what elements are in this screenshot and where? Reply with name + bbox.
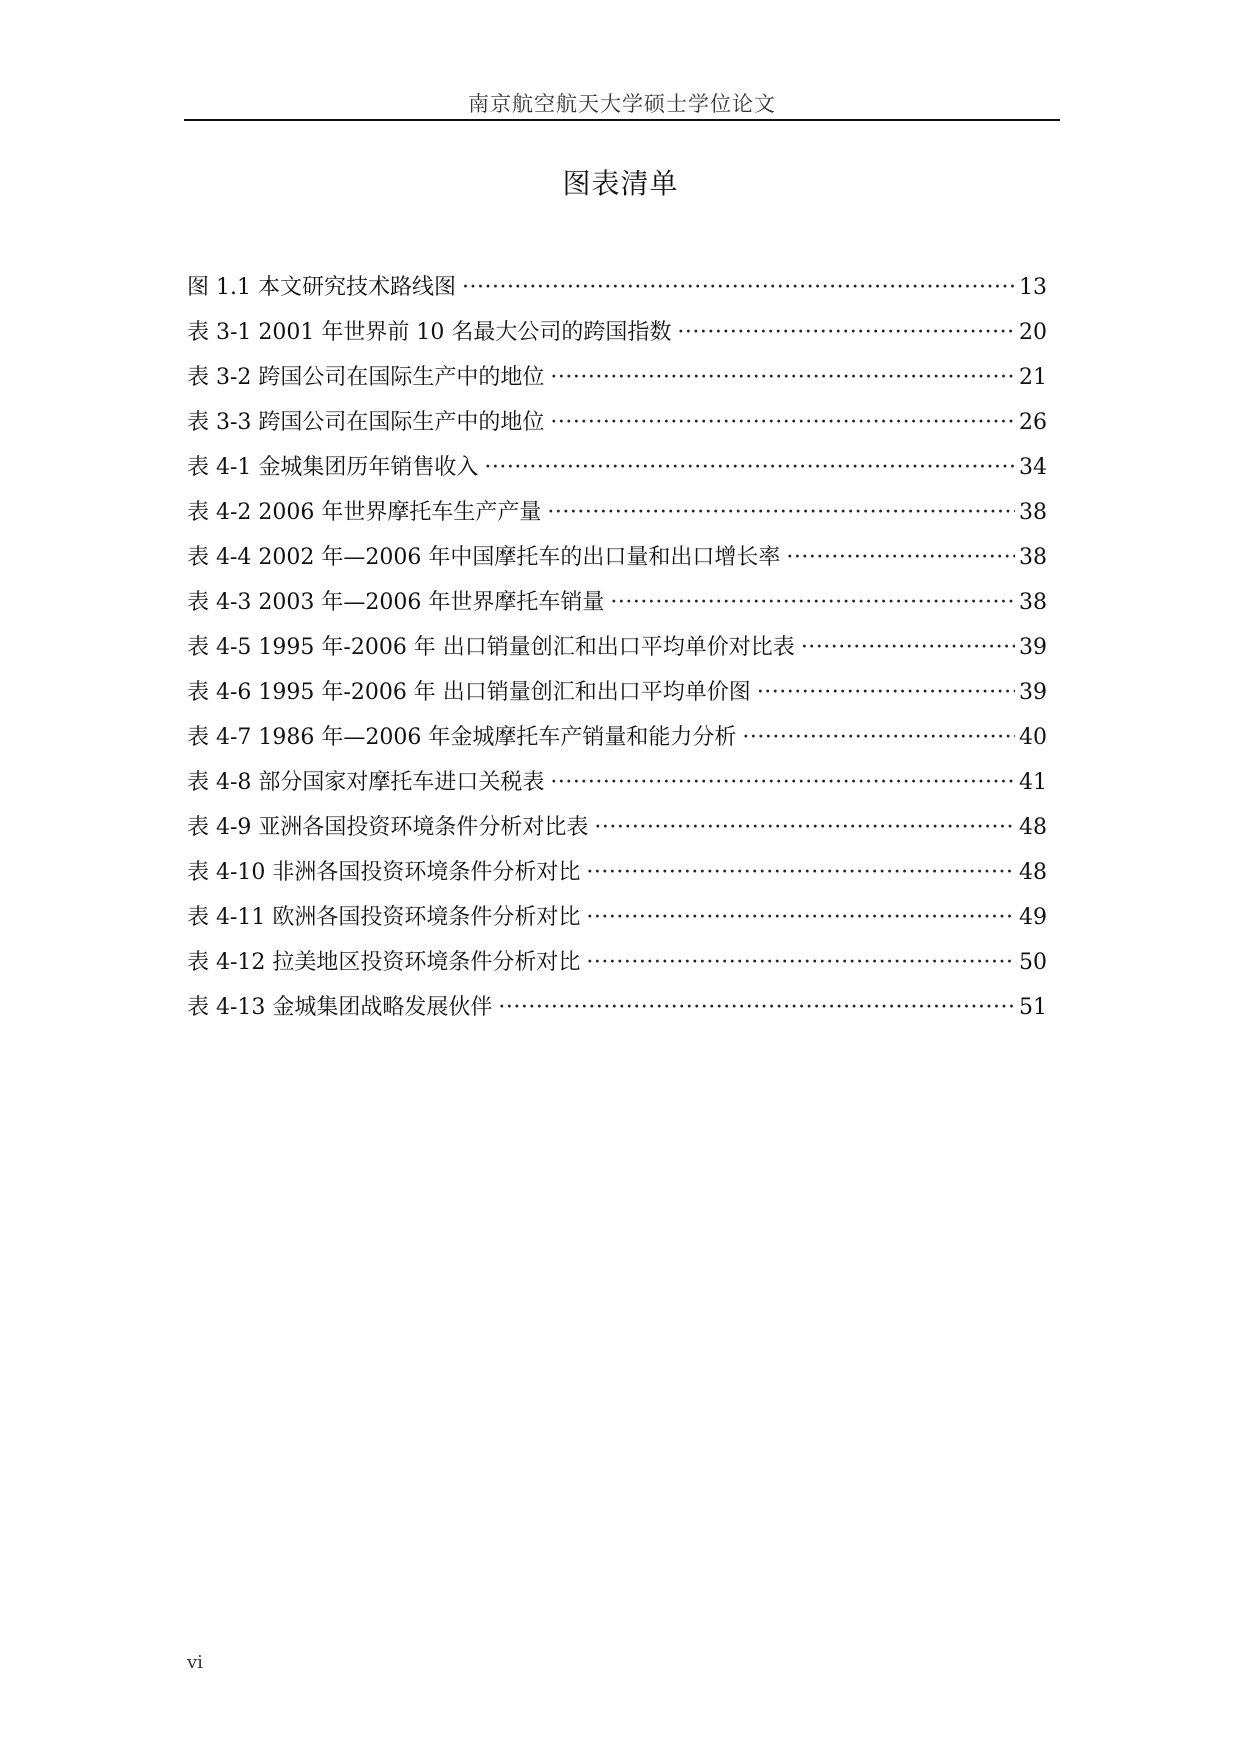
list-item[interactable] [187, 450, 1047, 495]
list-item[interactable] [187, 855, 1047, 900]
entry-page-number: 34 [1019, 455, 1047, 480]
list-item[interactable] [187, 360, 1047, 405]
list-item[interactable] [187, 765, 1047, 810]
figure-table-list [187, 270, 1047, 1035]
list-item[interactable] [187, 630, 1047, 675]
entry-page-number: 48 [1019, 860, 1047, 885]
dot-leader [550, 365, 1015, 390]
entry-label: 表 4-12 拉美地区投资环境条件分析对比 [187, 950, 581, 975]
dot-leader [786, 545, 1015, 570]
entry-page-number: 20 [1019, 320, 1047, 345]
dot-leader [462, 275, 1015, 300]
dot-leader [801, 635, 1015, 660]
entry-page-number: 26 [1019, 410, 1047, 435]
list-item[interactable] [187, 315, 1047, 360]
list-item[interactable] [187, 810, 1047, 855]
header-rule [184, 119, 1060, 121]
list-item[interactable] [187, 495, 1047, 540]
entry-label: 图 1.1 本文研究技术路线图 [187, 275, 456, 300]
entry-page-number: 40 [1019, 725, 1047, 750]
dot-leader [498, 995, 1015, 1020]
entry-label: 表 3-2 跨国公司在国际生产中的地位 [187, 365, 545, 390]
entry-page-number: 21 [1019, 365, 1047, 390]
list-item[interactable] [187, 270, 1047, 315]
entry-label: 表 4-6 1995 年-2006 年 出口销量创汇和出口平均单价图 [187, 680, 751, 705]
dot-leader [610, 590, 1015, 615]
entry-label: 表 4-4 2002 年—2006 年中国摩托车的出口量和出口增长率 [187, 545, 781, 570]
entry-label: 表 4-5 1995 年-2006 年 出口销量创汇和出口平均单价对比表 [187, 635, 795, 660]
entry-page-number: 41 [1019, 770, 1047, 795]
page-title: 图表清单 [562, 167, 679, 200]
list-item[interactable] [187, 945, 1047, 990]
entry-page-number: 13 [1019, 275, 1047, 300]
entry-label: 表 4-10 非洲各国投资环境条件分析对比 [187, 860, 581, 885]
list-item[interactable] [187, 405, 1047, 450]
entry-label: 表 4-1 金城集团历年销售收入 [187, 455, 479, 480]
entry-page-number: 50 [1019, 950, 1047, 975]
dot-leader [757, 680, 1015, 705]
dot-leader [547, 500, 1015, 525]
dot-leader [550, 770, 1015, 795]
dot-leader [594, 815, 1015, 840]
entry-page-number: 48 [1019, 815, 1047, 840]
entry-label: 表 3-1 2001 年世界前 10 名最大公司的跨国指数 [187, 320, 672, 345]
entry-label: 表 4-8 部分国家对摩托车进口关税表 [187, 770, 545, 795]
running-header: 南京航空航天大学硕士学位论文 [468, 92, 776, 116]
dot-leader [586, 905, 1015, 930]
dot-leader [484, 455, 1015, 480]
entry-page-number: 51 [1019, 995, 1047, 1020]
entry-label: 表 3-3 跨国公司在国际生产中的地位 [187, 410, 545, 435]
entry-label: 表 4-11 欧洲各国投资环境条件分析对比 [187, 905, 581, 930]
entry-page-number: 39 [1019, 680, 1047, 705]
dot-leader [742, 725, 1015, 750]
list-item[interactable] [187, 675, 1047, 720]
entry-label: 表 4-7 1986 年—2006 年金城摩托车产销量和能力分析 [187, 725, 737, 750]
entry-page-number: 49 [1019, 905, 1047, 930]
list-item[interactable] [187, 585, 1047, 630]
entry-page-number: 39 [1019, 635, 1047, 660]
entry-page-number: 38 [1019, 590, 1047, 615]
dot-leader [677, 320, 1015, 345]
list-item[interactable] [187, 990, 1047, 1035]
list-item[interactable] [187, 540, 1047, 585]
list-item[interactable] [187, 900, 1047, 945]
dot-leader [586, 860, 1015, 885]
entry-page-number: 38 [1019, 545, 1047, 570]
dot-leader [550, 410, 1015, 435]
entry-label: 表 4-2 2006 年世界摩托车生产产量 [187, 500, 542, 525]
list-item[interactable] [187, 720, 1047, 765]
dot-leader [586, 950, 1015, 975]
entry-label: 表 4-3 2003 年—2006 年世界摩托车销量 [187, 590, 605, 615]
entry-label: 表 4-9 亚洲各国投资环境条件分析对比表 [187, 815, 589, 840]
entry-label: 表 4-13 金城集团战略发展伙伴 [187, 995, 493, 1020]
entry-page-number: 38 [1019, 500, 1047, 525]
page-number: vi [187, 1652, 203, 1673]
